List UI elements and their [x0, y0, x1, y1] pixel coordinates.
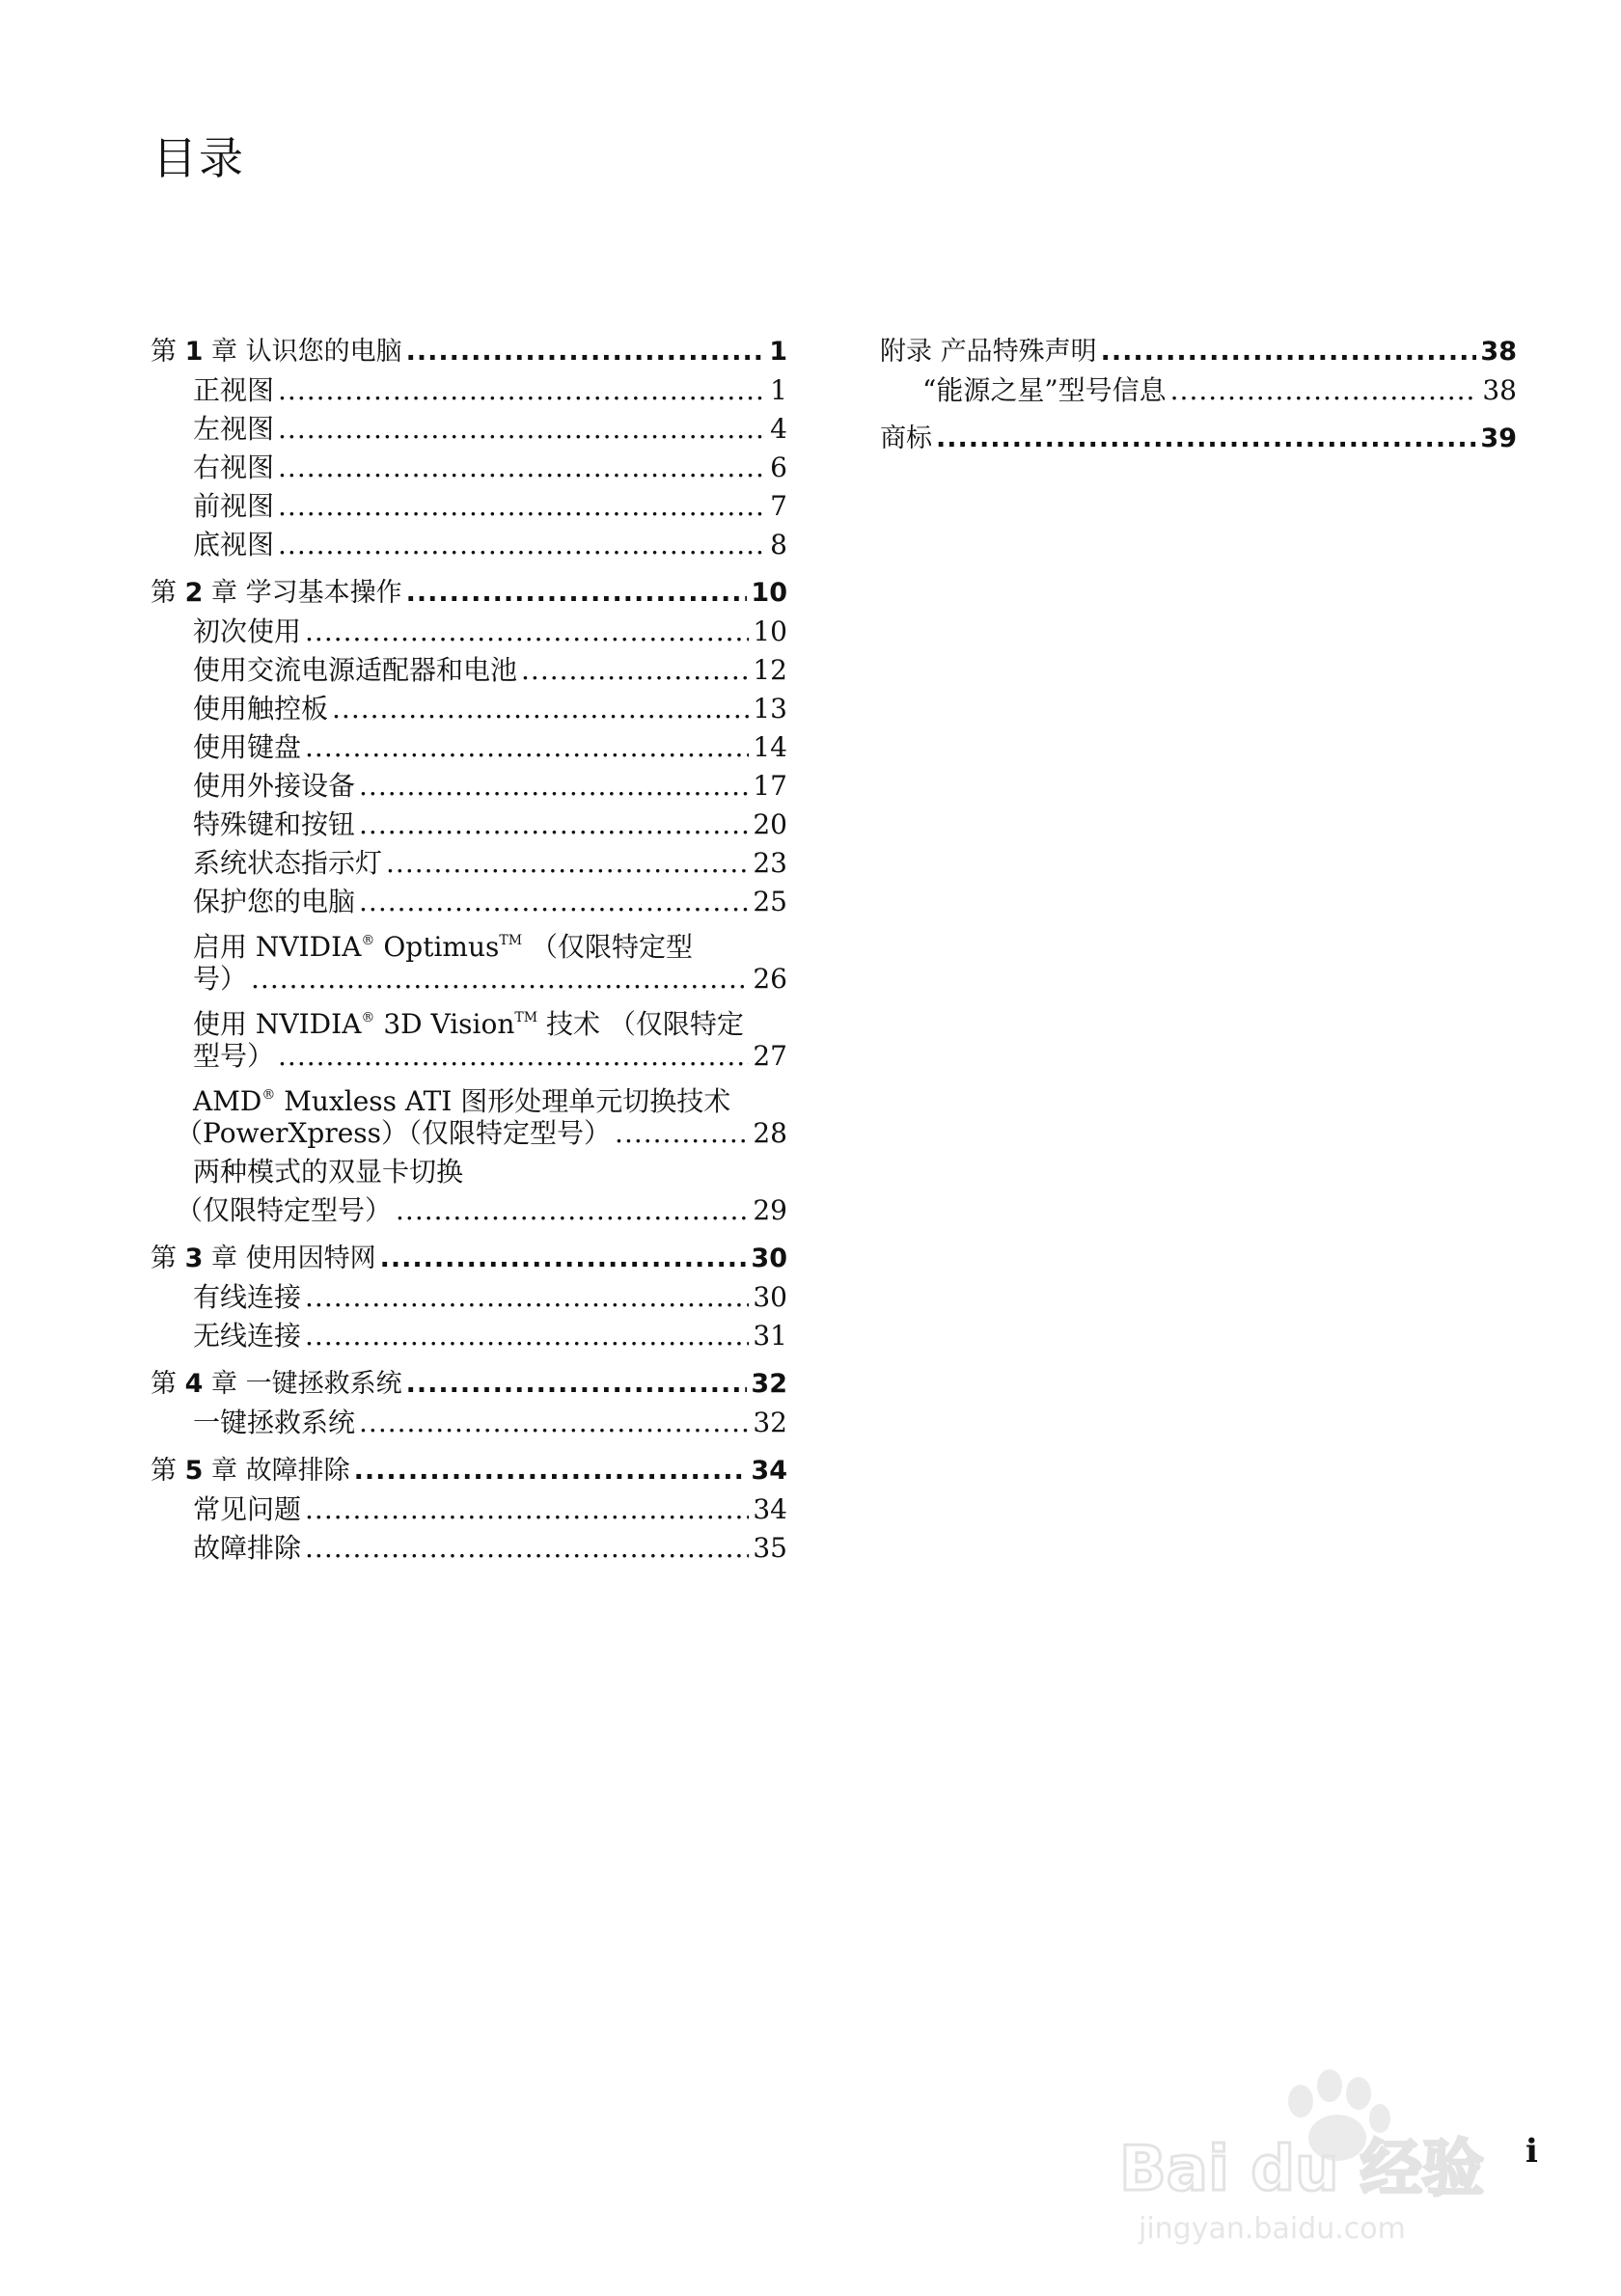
toc-chapter-5	[151, 1452, 787, 1568]
toc-entry[interactable]	[151, 767, 787, 806]
chapter-label: 第 2 章 学习基本操作	[151, 578, 402, 608]
entry-page: 26	[753, 963, 787, 995]
entry-page: 29	[753, 1194, 787, 1226]
leader-dots	[359, 806, 749, 844]
entry-label-line2: （PowerXpress）（仅限特定型号） ..... 28	[151, 1114, 787, 1153]
entry-label: 右视图	[193, 451, 275, 483]
entry-label: 有线连接	[193, 1281, 302, 1313]
leader-dots	[615, 1114, 749, 1153]
toc-entry-multiline[interactable]	[151, 921, 787, 998]
chapter-page: 34	[751, 1456, 787, 1486]
entry-page: 8	[770, 529, 787, 560]
entry-page: 13	[753, 693, 787, 724]
toc-entry[interactable]	[151, 883, 787, 921]
chapter-label: 附录 产品特殊声明	[880, 337, 1097, 367]
toc-entry[interactable]	[151, 371, 787, 410]
toc-entry[interactable]	[151, 1317, 787, 1355]
chapter-label: 第 4 章 一键拯救系统	[151, 1369, 402, 1399]
toc-entry-multiline[interactable]	[151, 998, 787, 1076]
entry-page: 10	[753, 615, 787, 647]
page-title: 目录	[152, 132, 245, 184]
entry-label: 使用触控板	[193, 693, 329, 724]
entry-label: 正视图	[193, 374, 275, 406]
entry-label: 底视图	[193, 529, 275, 560]
entry-page: 1	[770, 374, 787, 406]
toc-chapter-heading[interactable]	[151, 333, 787, 371]
page-number: i	[1525, 2132, 1538, 2171]
entry-page: 20	[753, 808, 787, 840]
chapter-label: 商标	[880, 424, 932, 453]
leader-dots	[406, 574, 748, 613]
entry-label: 左视图	[193, 413, 275, 445]
entry-label-line1: 两种模式的双显卡切换	[193, 1156, 464, 1188]
chapter-page: 39	[1480, 424, 1517, 453]
entry-label: “能源之星”型号信息	[922, 374, 1167, 406]
entry-page: 30	[753, 1281, 787, 1313]
entry-label: 使用交流电源适配器和电池	[193, 654, 518, 686]
toc-entry[interactable]	[880, 371, 1517, 410]
entry-page: 14	[753, 731, 787, 763]
toc-entry[interactable]	[151, 651, 787, 690]
leader-dots	[359, 1404, 749, 1442]
entry-label-line1: 启用 NVIDIA® Optimus™ （仅限特定型	[193, 931, 693, 963]
entry-label: 无线连接	[193, 1320, 302, 1352]
entry-label: 保护您的电脑	[193, 886, 356, 917]
entry-label: 系统状态指示灯	[193, 847, 383, 879]
entry-label-line2: 号） ..... 26	[151, 960, 787, 998]
leader-dots	[1101, 333, 1477, 371]
toc-entry[interactable]	[151, 1278, 787, 1317]
entry-label: 使用外接设备	[193, 770, 356, 802]
leader-dots	[278, 410, 766, 449]
entry-page: 38	[1482, 374, 1517, 406]
toc-entry[interactable]	[151, 844, 787, 883]
entry-label: 特殊键和按钮	[193, 808, 356, 840]
entry-page: 31	[753, 1320, 787, 1352]
toc-chapter-3	[151, 1240, 787, 1355]
toc-left-column	[151, 333, 787, 1577]
toc-chapter-heading[interactable]	[880, 333, 1517, 371]
entry-label-line2: 型号） ..... 27	[151, 1037, 787, 1076]
entry-label-line1: 使用 NVIDIA® 3D Vision™ 技术 （仅限特定	[193, 1008, 744, 1040]
toc-entry[interactable]	[151, 526, 787, 564]
toc-chapter-2	[151, 574, 787, 1230]
entry-label: 使用键盘	[193, 731, 302, 763]
leader-dots	[305, 1278, 749, 1317]
chapter-page: 1	[769, 337, 787, 367]
leader-dots	[359, 767, 749, 806]
entry-page: 34	[753, 1493, 787, 1525]
leader-dots	[305, 1529, 749, 1568]
entry-page: 6	[770, 451, 787, 483]
toc-appendix	[880, 333, 1517, 410]
leader-dots	[936, 420, 1476, 458]
toc-chapter-4	[151, 1365, 787, 1442]
leader-dots	[359, 883, 749, 921]
toc-chapter-heading[interactable]	[880, 420, 1517, 458]
leader-dots	[386, 844, 749, 883]
leader-dots	[521, 651, 749, 690]
toc-trademarks	[880, 420, 1517, 458]
leader-dots	[406, 1365, 748, 1404]
chapter-page: 38	[1480, 337, 1517, 367]
toc-entry[interactable]	[151, 806, 787, 844]
leader-dots	[1170, 371, 1479, 410]
toc-chapter-heading[interactable]	[151, 1240, 787, 1278]
entry-page: 25	[753, 886, 787, 917]
chapter-label: 第 1 章 认识您的电脑	[151, 337, 402, 367]
entry-page: 28	[753, 1117, 787, 1149]
chapter-label: 第 5 章 故障排除	[151, 1456, 350, 1486]
toc-entry[interactable]	[151, 728, 787, 767]
watermark-brand: Bai du 经验	[1119, 2134, 1484, 2205]
leader-dots	[396, 1191, 749, 1230]
entry-label-line1: AMD® Muxless ATI 图形处理单元切换技术	[193, 1085, 731, 1117]
toc-chapter-heading[interactable]	[151, 1452, 787, 1490]
leader-dots	[305, 1490, 749, 1529]
chapter-label: 第 3 章 使用因特网	[151, 1244, 376, 1273]
chapter-page: 32	[751, 1369, 787, 1399]
toc-chapter-heading[interactable]	[151, 1365, 787, 1404]
baidu-jingyan-watermark	[1100, 2055, 1525, 2248]
leader-dots	[380, 1240, 748, 1278]
leader-dots	[305, 1317, 749, 1355]
leader-dots	[278, 487, 766, 526]
toc-entry[interactable]	[151, 1404, 787, 1442]
leader-dots	[278, 371, 766, 410]
toc-right-column	[880, 333, 1517, 468]
toc-entry-multiline[interactable]	[151, 1153, 787, 1230]
toc-entry[interactable]	[151, 1490, 787, 1529]
toc-chapter-heading[interactable]	[151, 574, 787, 613]
toc-entry[interactable]	[151, 449, 787, 487]
watermark-url: jingyan.baidu.com	[1139, 2212, 1406, 2246]
leader-dots	[278, 526, 766, 564]
entry-label: 故障排除	[193, 1532, 302, 1564]
entry-page: 35	[753, 1532, 787, 1564]
leader-dots	[305, 613, 749, 651]
entry-label: 常见问题	[193, 1493, 302, 1525]
leader-dots	[332, 690, 749, 728]
leader-dots	[305, 728, 749, 767]
entry-label-line2: （仅限特定型号） ..... 29	[151, 1191, 787, 1230]
entry-page: 17	[753, 770, 787, 802]
entry-label: 初次使用	[193, 615, 302, 647]
toc-entry-multiline[interactable]	[151, 1076, 787, 1153]
entry-label: 一键拯救系统	[193, 1407, 356, 1438]
leader-dots	[278, 1037, 749, 1076]
entry-page: 12	[753, 654, 787, 686]
toc-entry[interactable]	[151, 613, 787, 651]
leader-dots	[406, 333, 766, 371]
entry-page: 23	[753, 847, 787, 879]
toc-entry[interactable]	[151, 410, 787, 449]
leader-dots	[354, 1452, 748, 1490]
toc-entry[interactable]	[151, 690, 787, 728]
toc-entry[interactable]	[151, 487, 787, 526]
entry-page: 32	[753, 1407, 787, 1438]
entry-page: 7	[770, 490, 787, 522]
chapter-page: 10	[751, 578, 787, 608]
chapter-page: 30	[751, 1244, 787, 1273]
toc-chapter-1	[151, 333, 787, 564]
entry-label: 前视图	[193, 490, 275, 522]
leader-dots	[251, 960, 749, 998]
entry-page: 4	[770, 413, 787, 445]
leader-dots	[278, 449, 766, 487]
entry-page: 27	[753, 1040, 787, 1072]
toc-entry[interactable]	[151, 1529, 787, 1568]
